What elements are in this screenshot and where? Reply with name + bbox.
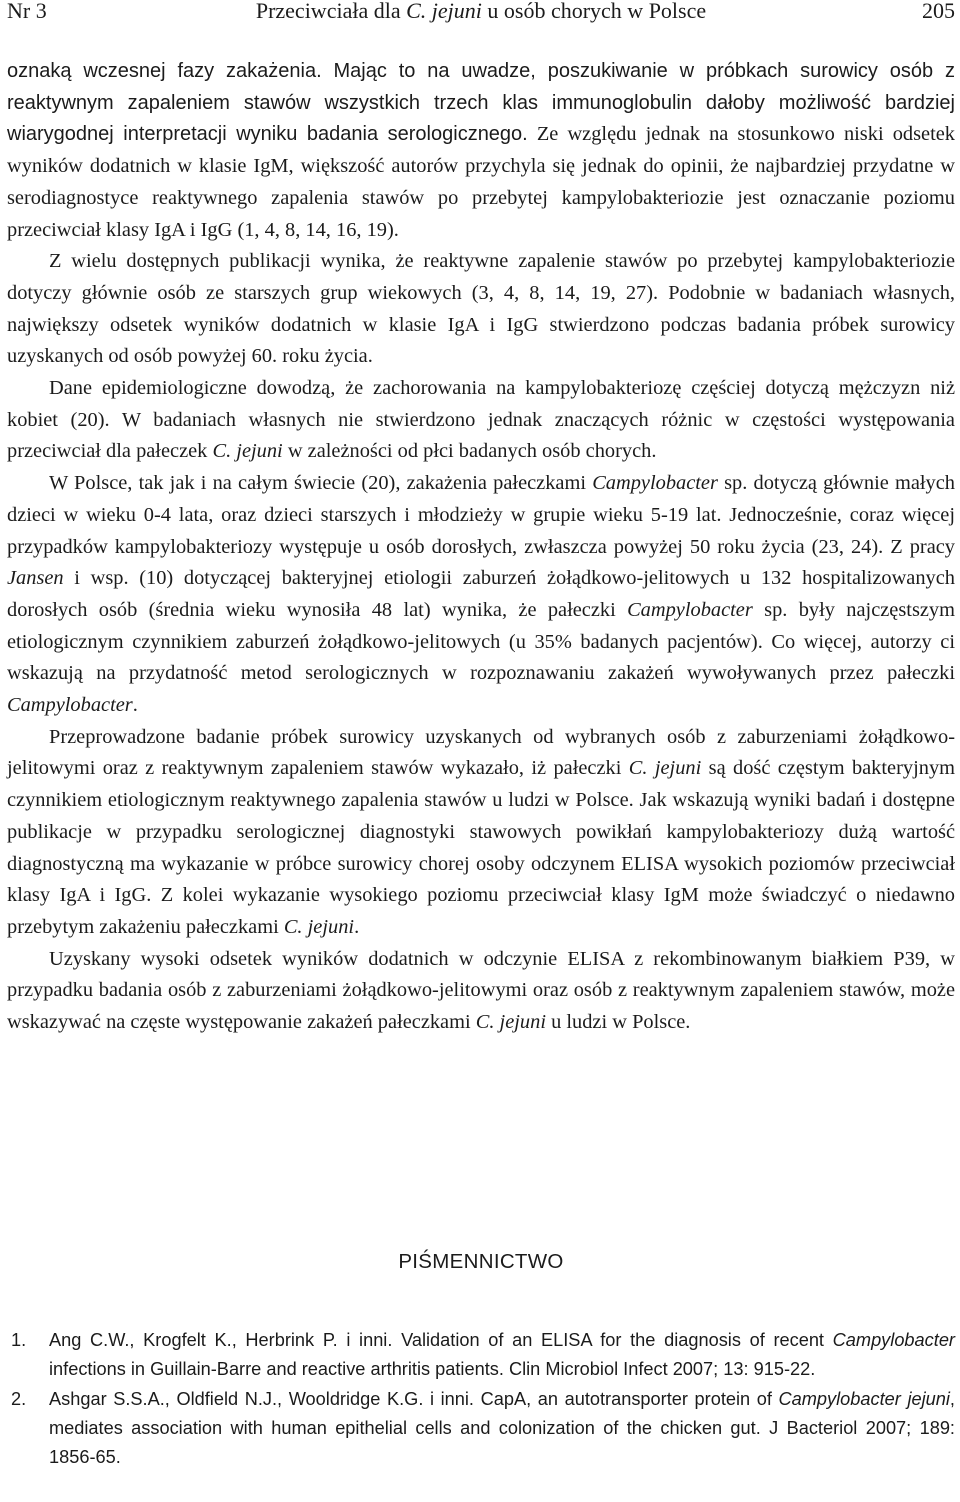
reference-item <box>7 1385 955 1472</box>
text-segment: infections in Guillain-Barre and reactive arthritis patients. Clin Microbiol Infect 2007; 13: 915-22. <box>49 1359 816 1379</box>
text-segment: Ze względu jednak na stosunkowo niski odsetek wyników dodatnich w klasie IgM, większość autorów przychyla się jednak do opinii, że najbardziej przydatne w serodiagnostyce reaktywnego zapalenia stawów po przebytej kampylobakteriozie jest oznaczanie poziomu przeciwciał klasy IgA i IgG (1, 4, 8, 14, 16, 19). <box>7 123 955 241</box>
section-heading: PIŚMENNICTWO <box>398 1250 564 1273</box>
text-segment: W Polsce, tak jak i na całym świecie (20), zakażenia pałeczkami <box>49 472 593 495</box>
text-segment: u ludzi w Polsce. <box>545 1011 691 1034</box>
text-segment: Uzyskany wysoki odsetek wyników dodatnich w odczynie ELISA z rekombinowanym białkiem P39, w przypadku badania osób z zaburzeniami żołądkowo-jelitowymi oraz osób z reaktywnym zapaleniem stawów, może wskazywać na częste występowanie zakażeń pałeczkami <box>7 947 955 1034</box>
text-segment: są dość częstym bakteryjnym czynnikiem etiologicznym reaktywnego zapalenia stawów u ludzi w Polsce. Jak wskazują wyniki badań i dostępne publikacje w przypadku serologicznej diagnostyki stawowych powikłań kampylobakteriozy dużą wartość diagnostyczną ma wykazanie w próbce surowicy chorej osoby odczynem ELISA wysokich poziomów przeciwciał klasy IgA i IgG. Z kolei wykazanie wysokiego poziomu przeciwciał klasy IgM może świadczyć o niedawno przebytym zakażeniu pałeczkami <box>7 757 955 938</box>
text-segment: sp. dotyczą głównie małych dzieci w wieku 0-4 lata, oraz dzieci starszych i młodzieży w grupie wieku 5-19 lat. Jednocześnie, coraz więcej przypadków kampylobakteriozy występuje u osób dorosłych, zwłaszcza powyżej 50 roku życia (23, 24). Z pracy <box>7 472 955 558</box>
paragraph <box>7 373 955 468</box>
journal-issue: Nr 3 <box>7 0 47 23</box>
text-segment: i wsp. (10) dotyczącej bakteryjnej etiologii zaburzeń żołądkowo-jelitowych u 132 hospitalizowanych dorosłych osób (średnia wieku wynosiła 48 lat) wynika, że pałeczki <box>7 567 955 621</box>
running-title-species: C. jejuni <box>406 0 482 23</box>
paragraph <box>7 944 955 1039</box>
page-number: 205 <box>922 0 955 23</box>
paragraph <box>7 722 955 944</box>
italic-term: Campylobacter <box>832 1330 955 1350</box>
text-segment: w zależności od płci badanych osób chorych. <box>282 440 657 463</box>
paragraph <box>7 56 955 246</box>
running-title-part: u osób chorych w Polsce <box>481 0 707 23</box>
running-title-part: Przeciwciała dla <box>255 0 407 23</box>
italic-term: Campylobacter <box>592 472 718 495</box>
italic-term: C. jejuni <box>628 757 702 780</box>
text-segment: oznaką wczesnej fazy zakażenia. Mając to na uwadze, poszukiwanie w próbkach surowicy osób z reaktywnym zapaleniem stawów wszystkich trzech klas immunoglobulin dałoby możliwość bardziej wiarygodnej interpretacji wyniku badania serologicznego. <box>7 60 955 146</box>
italic-term: Campylobacter <box>627 598 753 621</box>
text-segment: sp. były najczęstszym etiologicznym czynnikiem zaburzeń żołądkowo-jelitowych (u 35% badanych pacjentów). Co więcej, autorzy ci wskazują na przydatność metod serologicznych w rozpoznawaniu zakażeń wywoływanych przez pałeczki <box>7 598 955 685</box>
text-segment: Ashgar S.S.A., Oldfield N.J., Wooldridge K.G. i inni. CapA, an autotransporter protein of <box>49 1389 779 1409</box>
italic-term: Jansen <box>7 567 64 590</box>
text-segment: Przeprowadzone badanie próbek surowicy uzyskanych od wybranych osób z zaburzeniami żołądkowo-jelitowymi oraz z reaktywnym zapaleniem stawów wykazało, iż pałeczki <box>7 725 955 780</box>
italic-term: Campylobacter <box>7 694 133 717</box>
text-segment: Dane epidemiologiczne dowodzą, że zachorowania na kampylobakteriozę częściej dotyczą mężczyzn niż kobiet (20). W badaniach własnych nie stwierdzono jednak znaczących różnic w częstości występowania przeciwciał dla pałeczek <box>7 377 955 463</box>
italic-term: Campylobacter jejuni <box>778 1389 950 1409</box>
text-segment: . <box>354 915 360 938</box>
article-body <box>7 56 955 1039</box>
text-segment: . <box>132 694 138 717</box>
reference-list <box>7 1326 955 1473</box>
reference-number: 2. <box>11 1389 27 1409</box>
reference-item <box>7 1326 955 1384</box>
text-segment: Ang C.W., Krogfelt K., Herbrink P. i inni. Validation of an ELISA for the diagnosis of recent <box>49 1330 833 1350</box>
italic-term: C. jejuni <box>475 1011 546 1034</box>
italic-term: C. jejuni <box>212 440 283 463</box>
reference-number: 1. <box>11 1330 27 1350</box>
text-segment: , mediates association with human epithelial cells and colonization of the chicken gut. J Bacteriol 2007; 189: 1856-65. <box>49 1389 955 1467</box>
running-header <box>7 0 955 30</box>
text-segment: Z wielu dostępnych publikacji wynika, że reaktywne zapalenie stawów po przebytej kampylobakteriozie dotyczy głównie osób ze starszych grup wiekowych (3, 4, 8, 14, 19, 27). Podobnie w badaniach własnych, największy odsetek wyników dodatnich w klasie IgA i IgG stwierdzono podczas badania próbek surowicy uzyskanych od osób powyżej 60. roku życia. <box>7 250 955 368</box>
paragraph <box>7 246 955 373</box>
running-title <box>7 0 955 22</box>
italic-term: C. jejuni <box>283 915 355 938</box>
paragraph <box>7 468 955 722</box>
